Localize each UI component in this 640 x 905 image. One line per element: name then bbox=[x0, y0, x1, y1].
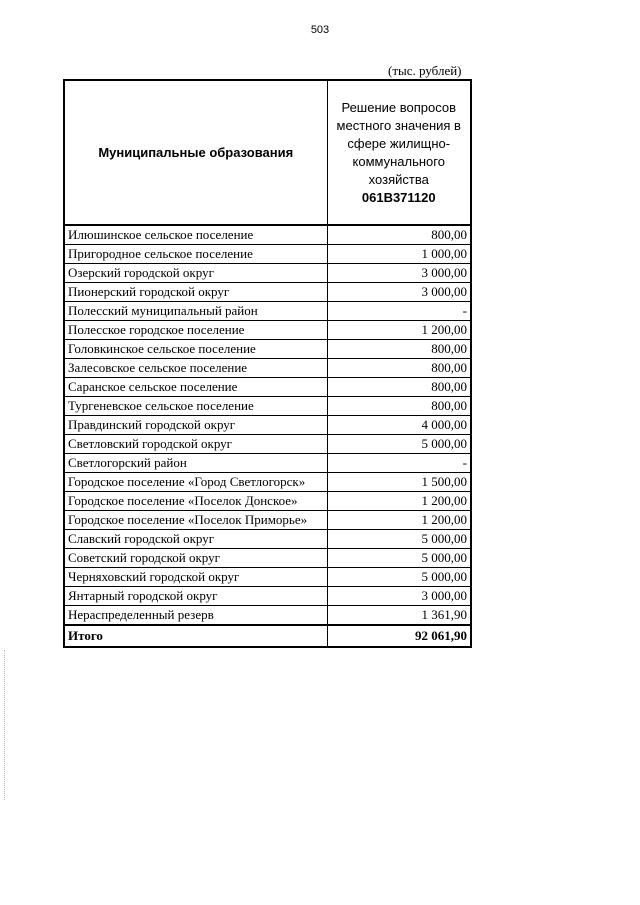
scan-margin-marks bbox=[4, 650, 6, 800]
municipality-name: Полесское городское поселение bbox=[64, 321, 327, 340]
table-row bbox=[64, 245, 471, 264]
column-header-municipalities: Муниципальные образования bbox=[64, 80, 327, 225]
table-row bbox=[64, 378, 471, 397]
municipality-name: Светлогорский район bbox=[64, 454, 327, 473]
table-row bbox=[64, 359, 471, 378]
municipality-name: Головкинское сельское поселение bbox=[64, 340, 327, 359]
amount-value: 1 200,00 bbox=[327, 511, 471, 530]
municipality-name: Светловский городской округ bbox=[64, 435, 327, 454]
amount-value: 800,00 bbox=[327, 378, 471, 397]
column-header-amount bbox=[327, 80, 471, 225]
municipality-name: Пионерский городской округ bbox=[64, 283, 327, 302]
table-row bbox=[64, 587, 471, 606]
amount-value: 800,00 bbox=[327, 225, 471, 245]
municipality-name: Пригородное сельское поселение bbox=[64, 245, 327, 264]
amount-value: - bbox=[327, 302, 471, 321]
table-row bbox=[64, 568, 471, 587]
table-body bbox=[64, 225, 471, 625]
table-row bbox=[64, 606, 471, 626]
table-row bbox=[64, 454, 471, 473]
table-header-row bbox=[64, 80, 471, 225]
table-row bbox=[64, 549, 471, 568]
table-row bbox=[64, 511, 471, 530]
amount-value: - bbox=[327, 454, 471, 473]
municipality-name: Черняховский городской округ bbox=[64, 568, 327, 587]
municipality-name: Илюшинское сельское поселение bbox=[64, 225, 327, 245]
table-row bbox=[64, 397, 471, 416]
table-row bbox=[64, 435, 471, 454]
table-row bbox=[64, 264, 471, 283]
amount-value: 800,00 bbox=[327, 359, 471, 378]
table-row bbox=[64, 321, 471, 340]
municipality-name: Городское поселение «Поселок Донское» bbox=[64, 492, 327, 511]
amount-value: 5 000,00 bbox=[327, 568, 471, 587]
column-header-amount-code: 061B371120 bbox=[361, 189, 436, 205]
municipality-name: Нераспределенный резерв bbox=[64, 606, 327, 626]
total-label: Итого bbox=[64, 625, 327, 647]
municipality-name: Саранское сельское поселение bbox=[64, 378, 327, 397]
units-label: (тыс. рублей) bbox=[388, 63, 462, 78]
amount-value: 1 200,00 bbox=[327, 321, 471, 340]
table-row bbox=[64, 473, 471, 492]
amount-value: 5 000,00 bbox=[327, 435, 471, 454]
municipality-name: Городское поселение «Город Светлогорск» bbox=[64, 473, 327, 492]
municipality-name: Янтарный городской округ bbox=[64, 587, 327, 606]
amount-value: 4 000,00 bbox=[327, 416, 471, 435]
amount-value: 1 000,00 bbox=[327, 245, 471, 264]
municipality-name: Тургеневское сельское поселение bbox=[64, 397, 327, 416]
municipality-name: Правдинский городской округ bbox=[64, 416, 327, 435]
amount-value: 3 000,00 bbox=[327, 264, 471, 283]
page-number: 503 bbox=[310, 24, 330, 36]
municipality-name: Советский городской округ bbox=[64, 549, 327, 568]
amount-value: 800,00 bbox=[327, 340, 471, 359]
amount-value: 1 500,00 bbox=[327, 473, 471, 492]
budget-table bbox=[63, 79, 472, 648]
total-value: 92 061,90 bbox=[327, 625, 471, 647]
amount-value: 3 000,00 bbox=[327, 587, 471, 606]
table-row bbox=[64, 530, 471, 549]
amount-value: 800,00 bbox=[327, 397, 471, 416]
table-row bbox=[64, 492, 471, 511]
amount-value: 1 200,00 bbox=[327, 492, 471, 511]
table-row bbox=[64, 302, 471, 321]
amount-value: 5 000,00 bbox=[327, 530, 471, 549]
table-row bbox=[64, 340, 471, 359]
amount-value: 1 361,90 bbox=[327, 606, 471, 626]
table-row bbox=[64, 225, 471, 245]
total-row bbox=[64, 625, 471, 647]
table-row bbox=[64, 283, 471, 302]
table-row bbox=[64, 416, 471, 435]
amount-value: 5 000,00 bbox=[327, 549, 471, 568]
municipality-name: Славский городской округ bbox=[64, 530, 327, 549]
column-header-amount-text: Решение вопросов местного значения в сфере жилищно-коммунального хозяйства bbox=[336, 99, 461, 187]
municipality-name: Полесский муниципальный район bbox=[64, 302, 327, 321]
municipality-name: Городское поселение «Поселок Приморье» bbox=[64, 511, 327, 530]
amount-value: 3 000,00 bbox=[327, 283, 471, 302]
municipality-name: Озерский городской округ bbox=[64, 264, 327, 283]
municipality-name: Залесовское сельское поселение bbox=[64, 359, 327, 378]
